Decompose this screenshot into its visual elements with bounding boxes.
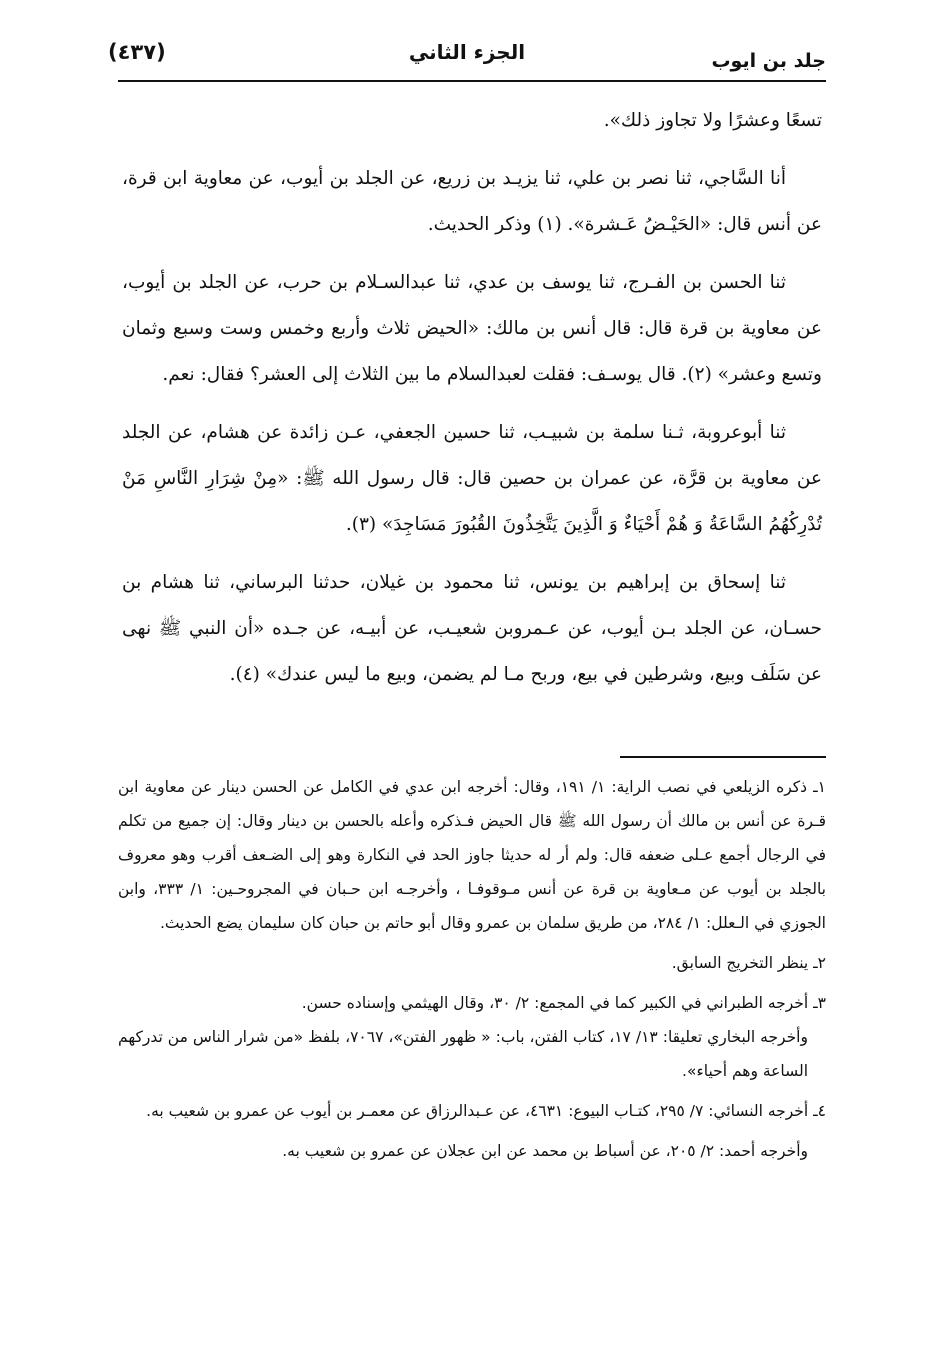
footnote: ٣ـ أخرجه الطبراني في الكبير كما في المجمع: ٢/ ٣٠، وقال الهيثمي وإسناده حسن. (301, 994, 826, 1012)
paragraph: ثنا أبوعروبة، ثـنا سلمة بن شبيـب، ثنا حسين الجعفي، عـن زائدة عن هشام، عن الجلد عن معاوية بن قرَّة، عن عمران بن حصين قال: قال رسول الله ﷺ: «مِنْ شِرَارِ النَّاسِ مَنْ تُدْرِكُهُمُ السَّاعَةُ وَ هُمْ أَحْيَاءٌ وَ الَّذِينَ يَتَّخِذُونَ القُبُورَ مَسَاجِدَ» (٣). (122, 422, 822, 535)
paragraph: ثنا إسحاق بن إبراهيم بن يونس، ثنا محمود بن غيلان، حدثنا البرساني، ثنا هشام بن حسـان، عن الجلد بـن أيوب، عن عـمروبن شعيـب، عن أبيـه، عن جـده «أن النبي ﷺ نهى عن سَلَف وبيع، وشرطين في بيع، وربح مـا لم يضمن، وبيع ما ليس عندك» (٤). (122, 572, 822, 685)
volume-title: الجزء الثاني (408, 40, 526, 64)
footnote-divider (620, 756, 826, 758)
footnote: ١ـ ذكره الزيلعي في نصب الراية: ١/ ١٩١، وقال: أخرجه ابن عدي في الكامل عن الحسن دينار عن معاوية ابن قـرة عن أنس بن مالك أن رسول الله ﷺ قال الحيض فـذكره وأعله بالحسن بن دينار وقال: إن جميع من تكلم في الرجال أجمع عـلى ضعفه قال: ولم أر له حديثا جاوز الحد في النكارة وهو إلى الضـعف أقرب وهو معروف بالجلد بن أيوب عن مـعاوية بن قرة عن أنس مـوقوفـا ، وأخرجـه ابن حـبان في المجروحـين: ١/ ٣٣٣، وابن الجوزي في الـعلل: ١/ ٢٨٤، من طريق سلمان بن عمرو وقال أبو حاتم بن حبان كان سليمان يضع الحديث. (118, 778, 826, 932)
paragraph: ثنا الحسن بن الفـرج، ثنا يوسف بن عدي، ثنا عبدالسـلام بن حرب، عن الجلد بن أيوب، عن معاوية بن قرة قال: قال أنس بن مالك: «الحيض ثلاث وأربع وخمس وست وسبع وثمان وتسع وعشر» (٢). قال يوسـف: فقلت لعبدالسلام ما بين الثلاث إلى العشر؟ فقال: نعم. (122, 272, 822, 385)
paragraph: تسعًا وعشرًا ولا تجاوز ذلك». (603, 110, 822, 131)
main-text (122, 98, 822, 710)
footnote-continuation: وأخرجه أحمد: ٢/ ٢٠٥، عن أسباط بن محمد عن ابن عجلان عن عمرو بن شعيب به. (282, 1142, 808, 1160)
page-header (108, 40, 826, 76)
running-head: جلد بن ايوب (711, 50, 826, 72)
footnotes (118, 770, 826, 1168)
paragraph: أنا السَّاجي، ثنا نصر بن علي، ثنا يزيـد بن زريع، عن الجلد بن أيوب، عن معاوية ابن قرة، عن أنس قال: «الحَيْـضُ عَـشرة». (١) وذكر الحديث. (122, 168, 822, 235)
page-number: (٤٣٧) (108, 40, 166, 64)
header-divider (118, 80, 826, 82)
footnote: ٤ـ أخرجه النسائي: ٧/ ٢٩٥، كتـاب البيوع: ٤٦٣١، عن عـبدالرزاق عن معمـر بن أيوب عن عمرو بن شعيب به. (146, 1102, 826, 1120)
footnote: ٢ـ ينظر التخريج السابق. (671, 954, 826, 972)
footnote-continuation: وأخرجه البخاري تعليقا: ١٣/ ١٧، كتاب الفتن، باب: « ظهور الفتن»، ٧٠٦٧، بلفظ «من شرار الناس من تدركهم الساعة وهم أحياء». (118, 1028, 808, 1080)
